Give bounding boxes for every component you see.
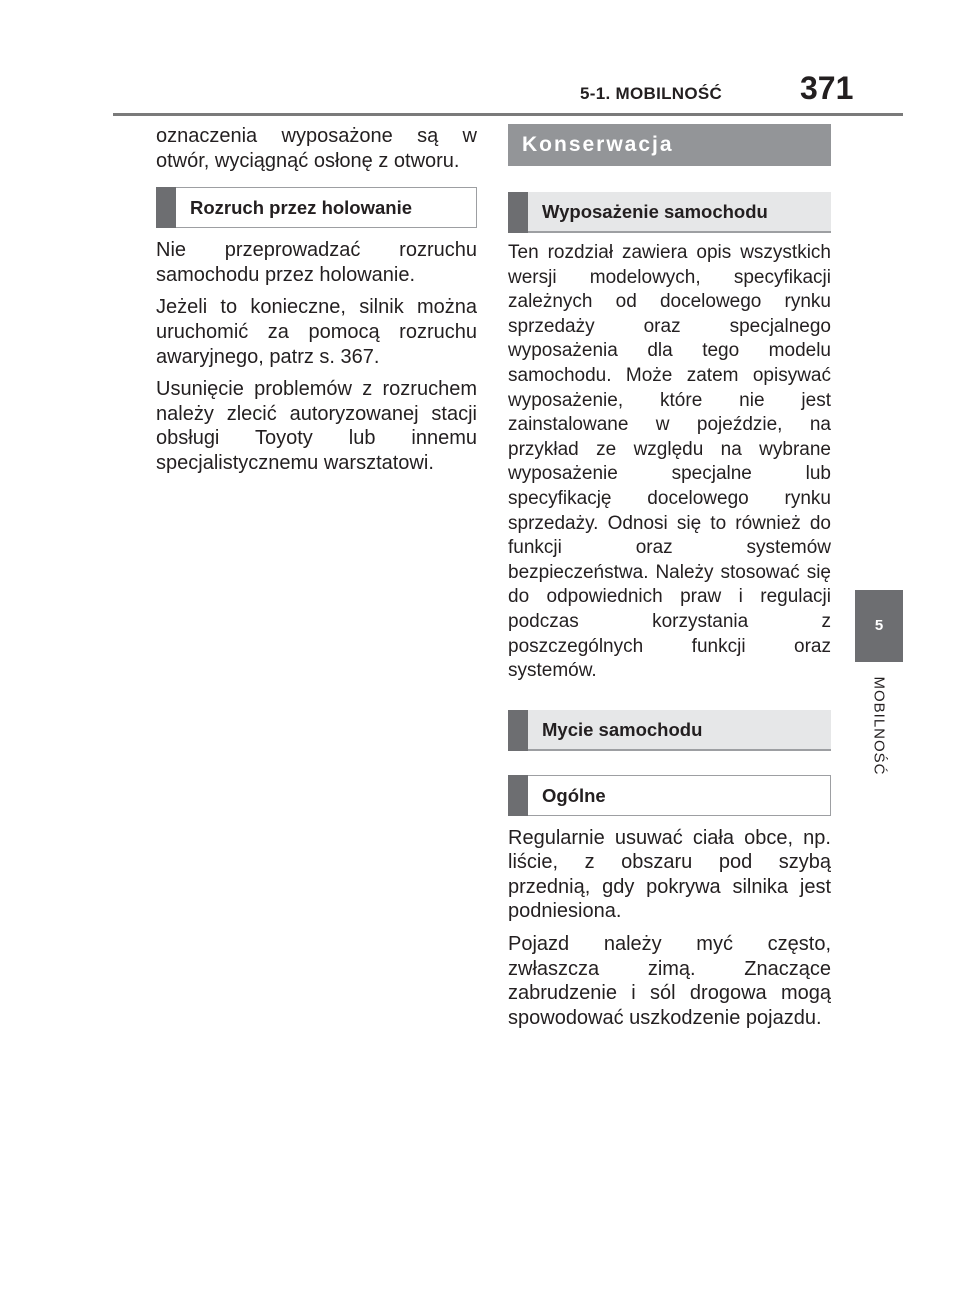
section-title: 5-1. MOBILNOŚĆ [580, 84, 723, 103]
heading-general [508, 775, 831, 816]
header-divider [113, 113, 903, 116]
chapter-tab: 5 [855, 590, 903, 662]
heading-label: Ogólne [542, 784, 606, 806]
intro-paragraph: oznaczenia wyposażone są w otwór, wyciągnąć osłonę z otworu. [156, 125, 477, 172]
paragraph: Regularnie usuwać ciała obce, np. liście, z obszaru pod szybą przednią, gdy pokrywa silnika jest podniesiona. [508, 826, 831, 923]
paragraph: Jeżeli to konieczne, silnik można uruchomić za pomocą rozruchu awaryjnego, patrz s. 367. [156, 296, 477, 368]
heading-label: Rozruch przez holowanie [190, 197, 413, 219]
heading-washing [508, 710, 831, 751]
page-number: 371 [800, 70, 854, 106]
heading-equipment [508, 192, 831, 233]
paragraph: Pojazd należy myć często, zwłaszcza zimą. Znaczące zabrudzenie i sól drogowa mogą spowodować uszkodzenie pojazdu. [508, 933, 831, 1029]
heading-marker [508, 710, 528, 751]
section-banner: Konserwacja [508, 124, 831, 166]
heading-label: Mycie samochodu [542, 718, 703, 740]
right-column [508, 124, 831, 1038]
heading-label: Wyposażenie samochodu [542, 201, 768, 222]
heading-tow-start [156, 187, 477, 228]
paragraph: Usunięcie problemów z rozruchem należy zlecić autoryzowanej stacji obsługi Toyoty lub innemu specjalistycznemu warsztatowi. [156, 378, 477, 474]
left-column [156, 124, 477, 484]
paragraph: Nie przeprowadzać rozruchu samochodu przez holowanie. [156, 239, 477, 286]
heading-marker [156, 187, 176, 228]
heading-marker [508, 775, 528, 816]
heading-marker [508, 192, 528, 233]
paragraph: Ten rozdział zawiera opis wszystkich wersji modelowych, specyfikacji zależnych od docelowego rynku sprzedaży oraz specjalnego wyposażenia dla tego modelu samochodu. Może zatem opisywać wyposażenie, które nie jest zainstalowane w pojeździe, na przykład ze względu na wybrane wyposażenie specjalne lub specyfikację docelowego rynku sprzedaży. Odnosi się to również do funkcji oraz systemów bezpieczeństwa. Należy stosować się do odpowiednich praw i regulacji podczas korzystania z poszczególnych funkcji oraz systemów. [508, 242, 831, 682]
chapter-label: MOBILNOŚĆ [870, 676, 888, 776]
